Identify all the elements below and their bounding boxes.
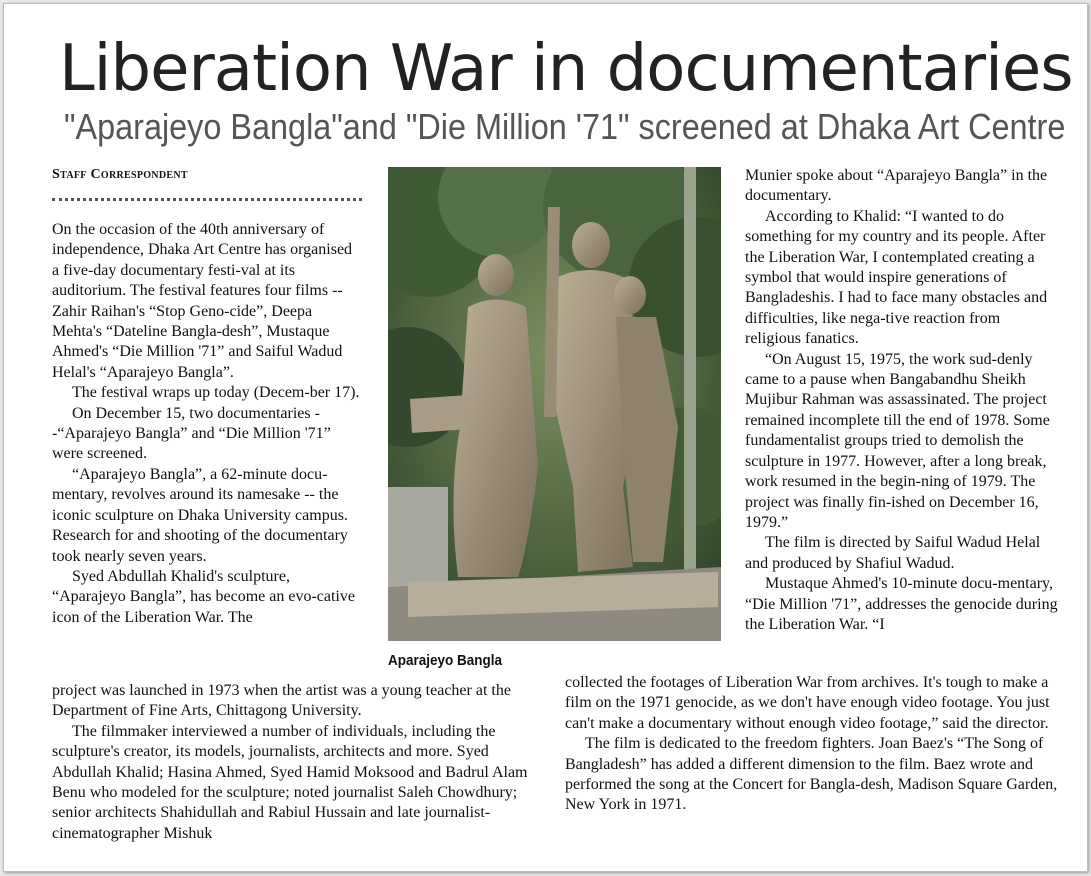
paragraph: project was launched in 1973 when the artist was a young teacher at the Department of Fine Arts, Chittagong University.: [52, 682, 511, 720]
paragraph: collected the footages of Liberation War from archives. It's tough to make a film on the 1971 genocide, as we don't have enough video footage. You just can't make a documentary without enough video footage,” said the director.: [565, 674, 1050, 732]
paragraph: The film is dedicated to the freedom fighters. Joan Baez's “The Song of Bangladesh” has added a different dimension to the film. Baez wrote and performed the song at the Concert for Bangla-desh, Madison Square Garden, New York in 1971.: [565, 735, 1058, 814]
paragraph: “Aparajeyo Bangla”, a 62-minute docu-mentary, revolves around its namesake -- the iconic sculpture on Dhaka University campus. Research for and shooting of the documentary took nearly seven years.: [52, 465, 348, 565]
dotted-divider: [52, 198, 362, 201]
newspaper-clipping: [3, 3, 1088, 872]
paragraph: Mustaque Ahmed's 10-minute docu-mentary, “Die Million '71”, addresses the genocide during the Liberation War. “I: [745, 575, 1058, 633]
sculpture-photo: [388, 167, 721, 641]
column-3: [745, 166, 1060, 635]
paragraph: On the occasion of the 40th anniversary of independence, Dhaka Art Centre has organised a five-day documentary festi-val at its auditorium. The festival features four films -- Zahir Raihan's “Stop Geno-cide”, Deepa Mehta's “Dateline Bangla-desh”, Mustaque Ahmed's “Die Million '71” and Saiful Wadud Helal's “Aparajeyo Bangla”.: [52, 221, 353, 381]
paragraph: According to Khalid: “I wanted to do something for my country and its people. After the Liberation War, I contemplated creating a symbol that would inspire generations of Bangladeshis. I had to face many obstacles and difficulties, like nega-tive reaction from religious fanatics.: [745, 207, 1048, 348]
column-1-wide: [52, 681, 534, 844]
paragraph: The film is directed by Saiful Wadud Helal and produced by Shafiul Wadud.: [745, 534, 1041, 572]
paragraph: The festival wraps up today (Decem-ber 17).: [72, 384, 360, 402]
aparajeyo-bangla-sculpture-image: [388, 167, 721, 641]
paragraph: The filmmaker interviewed a number of individuals, including the sculpture's creator, its models, journalists, architects and more. Syed Abdullah Khalid; Hasina Ahmed, Syed Hamid Moksood and Badrul Alam Benu who modeled for the sculpture; noted journalist Saleh Chowdhury; senior architects Shahidullah and Rabiul Hussain and late journalist-cinematographer Mishuk: [52, 722, 528, 842]
paragraph: Syed Abdullah Khalid's sculpture, “Aparajeyo Bangla”, has become an evo-cative icon of the Liberation War. The: [52, 567, 355, 626]
byline: Staff Correspondent: [52, 167, 188, 182]
paragraph: Munier spoke about “Aparajeyo Bangla” in the documentary.: [745, 167, 1048, 205]
column-3-wide: [565, 673, 1065, 816]
subheadline: "Aparajeyo Bangla"and "Die Million '71" screened at Dhaka Art Centre: [64, 106, 1066, 147]
paragraph: On December 15, two documentaries --“Aparajeyo Bangla” and “Die Million '71” were screened.: [52, 404, 331, 463]
column-1: [52, 220, 362, 628]
photo-caption: Aparajeyo Bangla: [388, 652, 503, 669]
paragraph: “On August 15, 1975, the work sud-denly came to a pause when Bangabandhu Sheikh Mujibur Rahman was assassinated. The project remained incomplete till the end of 1978. Some fundamentalist groups tried to demolish the sculpture in 1977. However, after a long break, work resumed in the begin-ning of 1979. The project was finally fin-ished on December 16, 1979.”: [745, 350, 1050, 531]
headline: Liberation War in documentaries: [59, 32, 1073, 106]
